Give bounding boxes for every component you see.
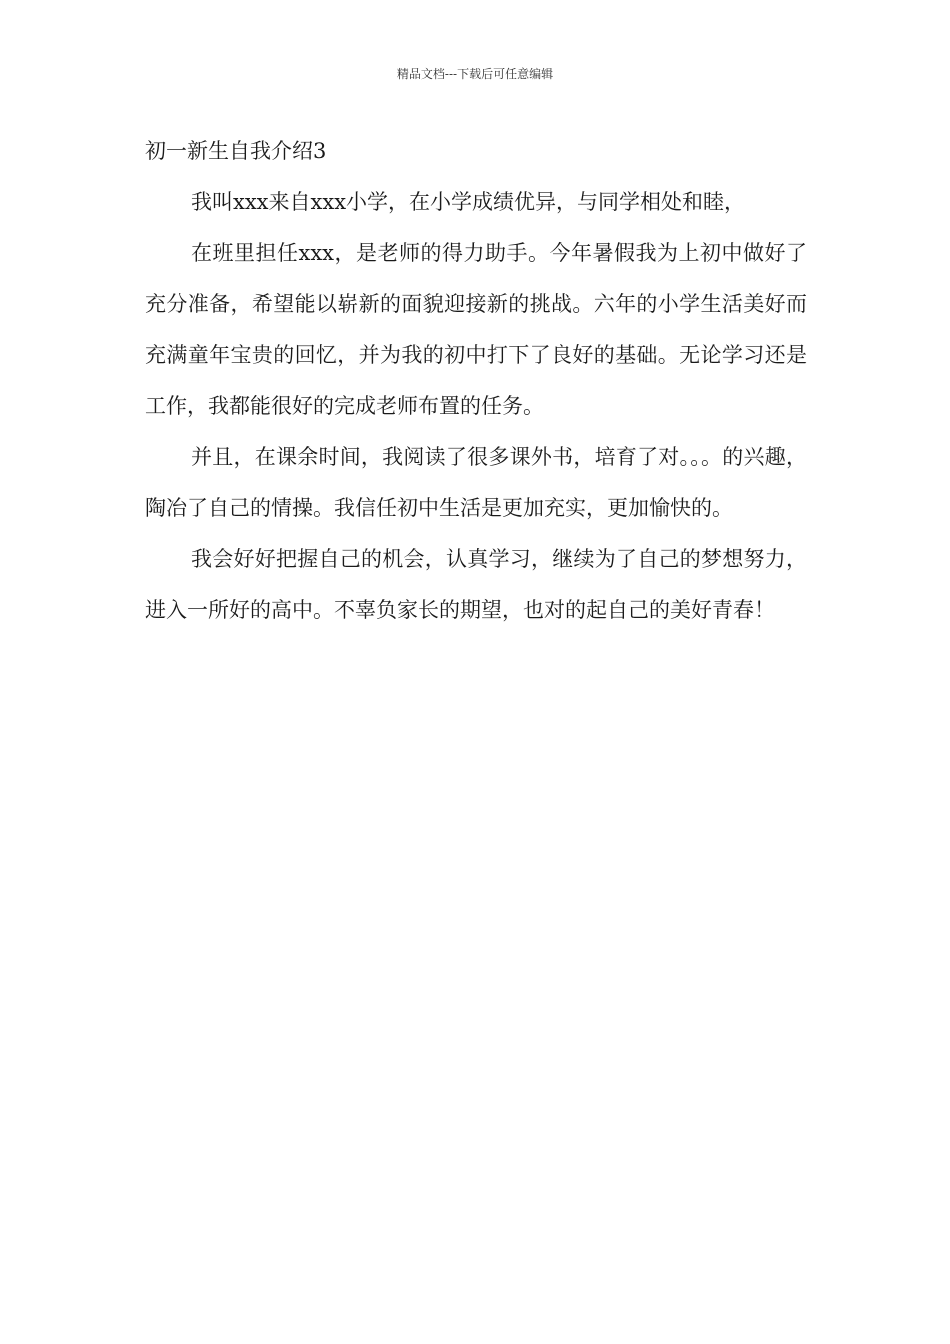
paragraph-4: 我会好好把握自己的机会，认真学习，继续为了自己的梦想努力，进入一所好的高中。不辜负家长的期望，也对的起自己的美好青春！ bbox=[145, 547, 807, 622]
page-header bbox=[0, 66, 950, 82]
paragraph-1: 我叫xxx来自xxx小学，在小学成绩优异，与同学相处和睦， bbox=[191, 190, 746, 214]
document-body bbox=[145, 126, 807, 636]
page-header-text: 精品文档---下载后可任意编辑 bbox=[396, 67, 554, 81]
paragraph-2: 在班里担任xxx，是老师的得力助手。今年暑假我为上初中做好了充分准备，希望能以崭新的面貌迎接新的挑战。六年的小学生活美好而充满童年宝贵的回忆，并为我的初中打下了良好的基础。无论学习还是工作，我都能很好的完成老师布置的任务。 bbox=[145, 241, 807, 418]
document-title: 初一新生自我介绍3 bbox=[145, 139, 327, 163]
paragraph-3: 并且，在课余时间，我阅读了很多课外书，培育了对。。。的兴趣，陶冶了自己的情操。我信任初中生活是更加充实，更加愉快的。 bbox=[145, 445, 807, 520]
